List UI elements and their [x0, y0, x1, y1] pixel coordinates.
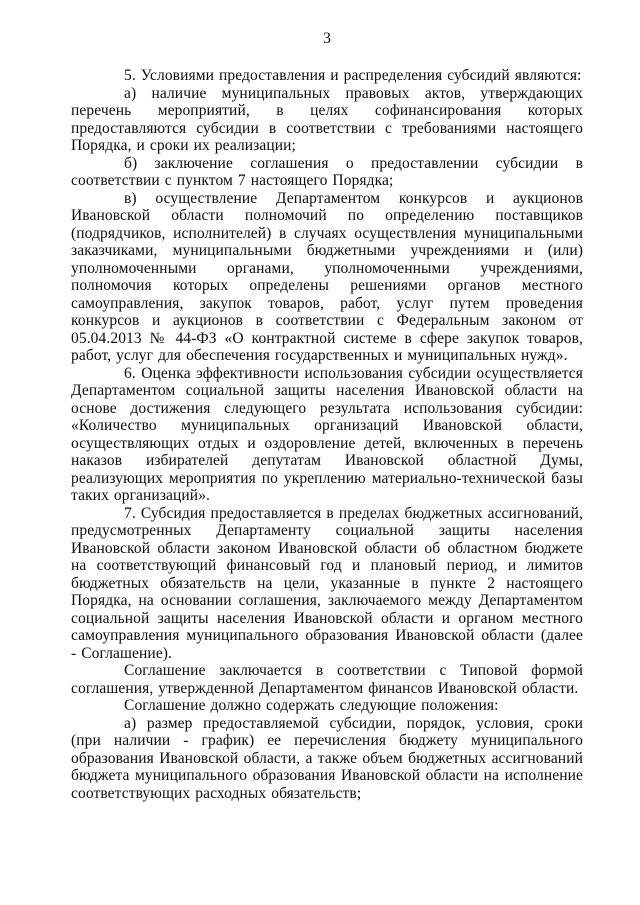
paragraph-clause-5: 5. Условиями предоставления и распределения субсидий являются:: [124, 67, 582, 84]
paragraph-clause-6: 6. Оценка эффективности использования субсидии осуществляется Департаментом социальной защиты населения Ивановской области на основе достижения следующего результата использования субсидии: «Количество муниципальных организаций Ивановской области, осуществляющих отдых и оздоровление детей, включенных в перечень наказов избирателей депутатам Ивановской областной Думы, реализующих мероприятия по укреплению материально-технической базы таких организаций».: [71, 364, 583, 504]
paragraph-agreement-form: Соглашение заключается в соответствии с Типовой формой соглашения, утвержденной Департаментом финансов Ивановской области.: [71, 662, 583, 697]
paragraph-agreement-item-a: а) размер предоставляемой субсидии, порядок, условия, сроки (при наличии - график) ее перечисления бюджету муниципального образования Ивановской области, а также объем бюджетных ассигнований бюджета муниципального образования Ивановской области на исполнение соответствующих расходных обязательств;: [71, 714, 583, 802]
document-body: [71, 67, 583, 802]
paragraph-item-b: б) заключение соглашения о предоставлении субсидии в соответствии с пунктом 7 настоящего Порядка;: [71, 154, 583, 189]
paragraph-item-a: а) наличие муниципальных правовых актов, утверждающих перечень мероприятий, в целях софинансирования которых предоставляются субсидии в соответствии с требованиями настоящего Порядка, и сроки их реализации;: [71, 84, 583, 154]
paragraph-clause-7: 7. Субсидия предоставляется в пределах бюджетных ассигнований, предусмотренных Департаменту социальной защиты населения Ивановской области законом Ивановской области об областном бюджете на соответствующий финансовый год и плановый период, и лимитов бюджетных обязательств на цели, указанные в пункте 2 настоящего Порядка, на основании соглашения, заключаемого между Департаментом социальной защиты населения Ивановской области и органом местного самоуправления муниципального образования Ивановской области (далее - Соглашение).: [71, 504, 583, 662]
paragraph-item-v: в) осуществление Департаментом конкурсов и аукционов Ивановской области полномочий по определению поставщиков (подрядчиков, исполнителей) в случаях осуществления муниципальными заказчиками, муниципальными бюджетными учреждениями и (или) уполномоченными органами, уполномоченными учреждениями, полномочия которых определены решениями органов местного самоуправления, закупок товаров, работ, услуг путем проведения конкурсов и аукционов в соответствии с Федеральным законом от 05.04.2013 № 44-ФЗ «О контрактной системе в сфере закупок товаров, работ, услуг для обеспечения государственных и муниципальных нужд».: [71, 189, 583, 364]
paragraph-agreement-contents-intro: Соглашение должно содержать следующие положения:: [124, 697, 499, 714]
page-number: 3: [323, 30, 331, 47]
